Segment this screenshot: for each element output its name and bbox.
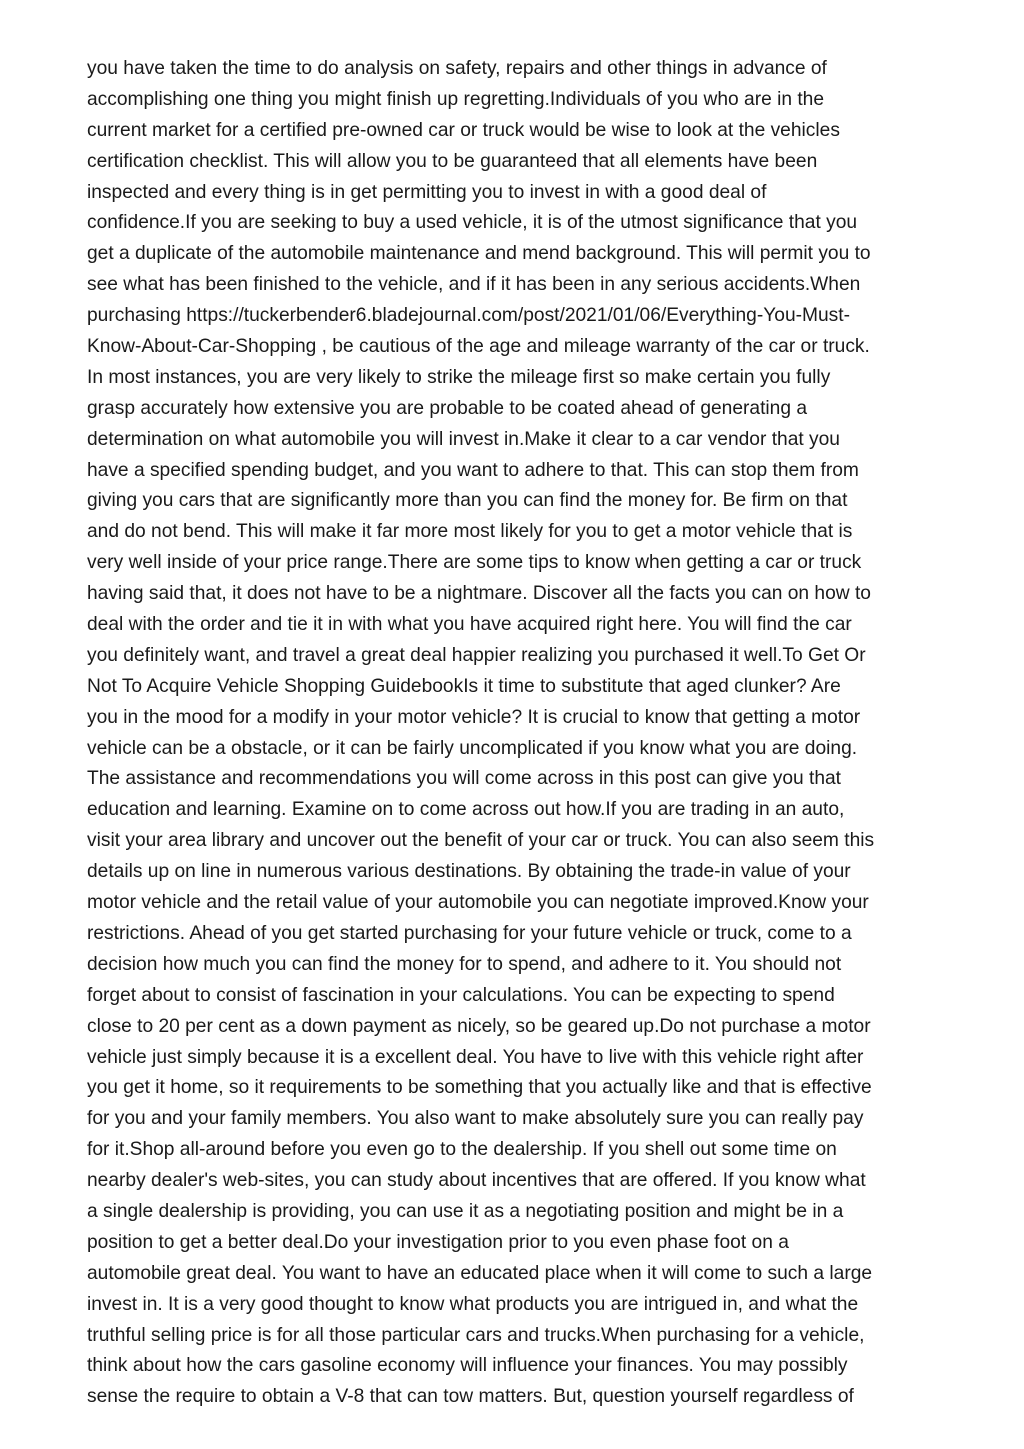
text-line: you definitely want, and travel a great deal happier realizing you purchased it well.To Get Or	[87, 644, 866, 666]
text-line: motor vehicle and the retail value of your automobile you can negotiate improved.Know your	[87, 892, 869, 914]
text-line: Not To Acquire Vehicle Shopping GuidebookIs it time to substitute that aged clunker? Are	[87, 675, 841, 697]
text-line: certification checklist. This will allow you to be guaranteed that all elements have been	[87, 150, 818, 172]
text-line: a single dealership is providing, you can use it as a negotiating position and might be in a	[87, 1200, 844, 1222]
text-line: current market for a certified pre-owned car or truck would be wise to look at the vehicles	[87, 119, 840, 141]
text-line: you get it home, so it requirements to be something that you actually like and that is effective	[87, 1077, 872, 1099]
text-line: restrictions. Ahead of you get started purchasing for your future vehicle or truck, come to a	[87, 922, 852, 944]
text-line: you in the mood for a modify in your motor vehicle? It is crucial to know that getting a motor	[87, 706, 861, 728]
text-line: The assistance and recommendations you will come across in this post can give you that	[87, 768, 842, 790]
text-line-link: purchasing https://tuckerbender6.bladejournal.com/post/2021/01/06/Everything-You-Must-	[87, 305, 850, 327]
text-line: nearby dealer's web-sites, you can study about incentives that are offered. If you know what	[87, 1170, 866, 1192]
text-line: truthful selling price is for all those particular cars and trucks.When purchasing for a vehicle,	[87, 1324, 865, 1346]
text-line: vehicle can be a obstacle, or it can be fairly uncomplicated if you know what you are doing.	[87, 737, 858, 759]
text-line: invest in. It is a very good thought to know what products you are intrigued in, and what the	[87, 1293, 859, 1315]
text-line: for you and your family members. You also want to make absolutely sure you can really pay	[87, 1108, 864, 1130]
text-line: get a duplicate of the automobile maintenance and mend background. This will permit you to	[87, 243, 871, 265]
text-line: for it.Shop all-around before you even go to the dealership. If you shell out some time on	[87, 1139, 837, 1161]
text-line-link: Know-About-Car-Shopping , be cautious of the age and mileage warranty of the car or truck.	[87, 336, 870, 358]
text-line: think about how the cars gasoline economy will influence your finances. You may possibly	[87, 1355, 848, 1377]
text-line: grasp accurately how extensive you are probable to be coated ahead of generating a	[87, 397, 808, 419]
text-line: have a specified spending budget, and you want to adhere to that. This can stop them from	[87, 459, 859, 481]
text-line: inspected and every thing is in get permitting you to invest in with a good deal of	[87, 181, 767, 203]
text-line: confidence.If you are seeking to buy a used vehicle, it is of the utmost significance that you	[87, 212, 858, 234]
text-line: having said that, it does not have to be a nightmare. Discover all the facts you can on how to	[87, 583, 871, 605]
text-line: forget about to consist of fascination in your calculations. You can be expecting to spend	[87, 984, 835, 1006]
body-text	[87, 54, 947, 1413]
text-line: see what has been finished to the vehicle, and if it has been in any serious accidents.When	[87, 274, 861, 296]
text-line: decision how much you can find the money for to spend, and adhere to it. You should not	[87, 953, 842, 975]
text-line: automobile great deal. You want to have an educated place when it will come to such a large	[87, 1262, 873, 1284]
text-line: deal with the order and tie it in with what you have acquired right here. You will find the car	[87, 614, 852, 636]
text-line: visit your area library and uncover out the benefit of your car or truck. You can also seem this	[87, 830, 875, 852]
text-line: close to 20 per cent as a down payment as nicely, so be geared up.Do not purchase a motor	[87, 1015, 871, 1037]
text-line: determination on what automobile you will invest in.Make it clear to a car vendor that you	[87, 428, 840, 450]
text-line: and do not bend. This will make it far more most likely for you to get a motor vehicle that is	[87, 521, 853, 543]
text-line: accomplishing one thing you might finish up regretting.Individuals of you who are in the	[87, 88, 825, 110]
text-line: details up on line in numerous various destinations. By obtaining the trade-in value of your	[87, 861, 851, 883]
text-line: sense the require to obtain a V-8 that can tow matters. But, question yourself regardless of	[87, 1386, 854, 1408]
text-line: education and learning. Examine on to come across out how.If you are trading in an auto,	[87, 799, 845, 821]
text-line: vehicle just simply because it is a excellent deal. You have to live with this vehicle right after	[87, 1046, 864, 1068]
text-line: you have taken the time to do analysis on safety, repairs and other things in advance of	[87, 58, 827, 79]
text-line: In most instances, you are very likely to strike the mileage first so make certain you fully	[87, 366, 831, 388]
text-line: very well inside of your price range.There are some tips to know when getting a car or truck	[87, 552, 862, 574]
text-line: position to get a better deal.Do your investigation prior to you even phase foot on a	[87, 1231, 789, 1253]
text-line: giving you cars that are significantly more than you can find the money for. Be firm on that	[87, 490, 848, 512]
